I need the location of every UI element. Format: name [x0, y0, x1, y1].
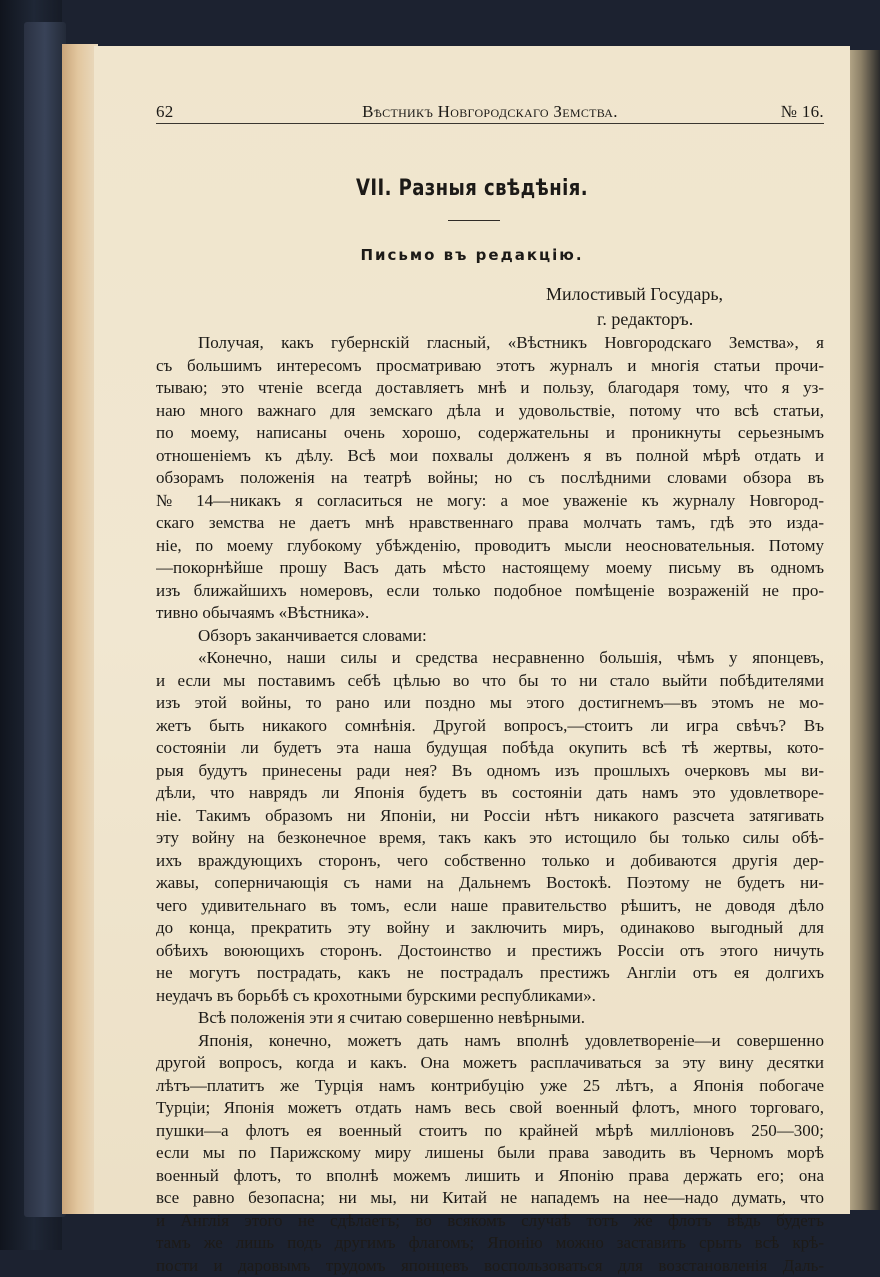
text-line: и Англія этого не сдѣлаетъ; во всякомъ случаѣ тотъ же флотъ вѣдь будетъ — [156, 1210, 824, 1233]
text-line: № 14—никакъ я согласиться не могу: а мое уваженіе къ журналу Новгород- — [156, 490, 824, 513]
text-line: пушки—а флотъ ея военный стоитъ по крайней мѣрѣ милліоновъ 250—300; — [156, 1120, 824, 1143]
text-line: изъ этой войны, то рано или поздно мы этого достигнемъ—въ этомъ не мо- — [156, 692, 824, 715]
text-line: Турціи; Японія можетъ отдать намъ весь свой военный флотъ, много торговаго, — [156, 1097, 824, 1120]
text-line: тамъ же лишь подъ другимъ флагомъ; Японію можно заставить срыть всѣ крѣ- — [156, 1232, 824, 1255]
text-line: ихъ враждующихъ сторонъ, чего собственно только и добиваются другія дер- — [156, 850, 824, 873]
text-line: тываю; это чтеніе всегда доставляетъ мнѣ и пользу, благодаря тому, что я уз- — [156, 377, 824, 400]
text-line: наю много важнаго для земскаго дѣла и удовольствіе, потому что всѣ статьи, — [156, 400, 824, 423]
book-page — [94, 46, 850, 1214]
text-line: ніе, по моему глубокому убѣжденію, проводитъ мысли неосновательныя. Потому — [156, 535, 824, 558]
text-line: не могутъ пострадать, какъ не пострадалъ престижъ Англіи отъ ея долгихъ — [156, 962, 824, 985]
text-line: Обзоръ заканчивается словами: — [156, 625, 824, 648]
text-line: скаго земства не даетъ мнѣ нравственнаго права молчать тамъ, гдѣ это изда- — [156, 512, 824, 535]
section-divider — [448, 220, 500, 221]
text-line: состояніи ли будетъ эта наша будущая побѣда окупить всѣ тѣ жертвы, кото- — [156, 737, 824, 760]
text-line: обѣихъ воюющихъ сторонъ. Достоинство и престижъ Россіи отъ этого ничуть — [156, 940, 824, 963]
text-line: все равно безопасна; ни мы, ни Китай не нападемъ на нее—надо думать, что — [156, 1187, 824, 1210]
text-line: если мы по Парижскому миру лишены были права заводить въ Черномъ морѣ — [156, 1142, 824, 1165]
text-line: съ большимъ интересомъ просматриваю этотъ журналъ и многія статьи прочи- — [156, 355, 824, 378]
letter-title: Письмо въ редакцію. — [94, 246, 850, 264]
header-rule — [156, 123, 824, 124]
page-number: 62 — [156, 102, 174, 122]
text-line: неудачъ въ борьбѣ съ крохотными бурскими республиками». — [156, 985, 824, 1008]
text-line: другой вопросъ, когда и какъ. Она можетъ расплачиваться за эту вину десятки — [156, 1052, 824, 1075]
text-line: чего удивительнаго въ томъ, если наше правительство рѣшитъ, не доводя дѣло — [156, 895, 824, 918]
text-line: Получая, какъ губернскій гласный, «Вѣстникъ Новгородскаго Земства», я — [156, 332, 824, 355]
text-line: военный флотъ, то вполнѣ можемъ лишить и Японію права держать его; она — [156, 1165, 824, 1188]
salutation: Милостивый Государь, — [546, 284, 723, 305]
text-line: обзорамъ положенія на театрѣ войны; но съ послѣдними словами обзора въ — [156, 467, 824, 490]
text-line: «Конечно, наши силы и средства несравненно большія, чѣмъ у японцевъ, — [156, 647, 824, 670]
text-line: —покорнѣйше прошу Васъ дать мѣсто настоящему моему письму въ одномъ — [156, 557, 824, 580]
text-line: Всѣ положенія эти я считаю совершенно невѣрными. — [156, 1007, 824, 1030]
text-line: Японія, конечно, можетъ дать намъ вполнѣ удовлетвореніе—и совершенно — [156, 1030, 824, 1053]
section-title: VII. Разныя свѣдѣнія. — [162, 176, 782, 201]
text-line: эту войну на безконечное время, такъ какъ это истощило бы только силы обѣ- — [156, 827, 824, 850]
text-line: тивно обычаямъ «Вѣстника». — [156, 602, 824, 625]
book-cover-edge — [24, 22, 66, 1217]
page-gutter — [62, 44, 98, 1214]
text-line: до конца, прекратить эту войну и заключить миръ, одинаково выгодный для — [156, 917, 824, 940]
text-line: изъ ближайшихъ номеровъ, если только подобное помѣщеніе возраженій не про- — [156, 580, 824, 603]
text-line: дѣли, что наврядъ ли Японія будетъ въ состояніи дать намъ это удовлетворе- — [156, 782, 824, 805]
salutation-addressee: г. редакторъ. — [597, 309, 693, 330]
facing-page-edge — [848, 50, 880, 1210]
journal-title: Вѣстникъ Новгородскаго Земства. — [156, 102, 824, 122]
text-line: рыя будутъ принесены ради нея? Въ одномъ изъ прошлыхъ очерковъ мы ви- — [156, 760, 824, 783]
running-header — [156, 98, 824, 124]
text-line: пости и даровымъ трудомъ японцевъ воспользоваться для возстановленія Даль- — [156, 1255, 824, 1277]
text-line: ніе. Такимъ образомъ ни Японіи, ни Россіи нѣтъ никакого разсчета затягивать — [156, 805, 824, 828]
text-line: лѣтъ—платитъ же Турція намъ контрибуцію уже 25 лѣтъ, а Японія побогаче — [156, 1075, 824, 1098]
text-line: жавы, соперничающія съ нами на Дальнемъ Востокѣ. Поэтому не будетъ ни- — [156, 872, 824, 895]
letter-body — [156, 332, 824, 1277]
text-line: по моему, написаны очень хорошо, содержательны и проникнуты серьезнымъ — [156, 422, 824, 445]
issue-number: № 16. — [781, 102, 824, 122]
text-line: жетъ быть никакого сомнѣнія. Другой вопросъ,—стоитъ ли игра свѣчъ? Въ — [156, 715, 824, 738]
text-line: и если мы поставимъ себѣ цѣлью во что бы то ни стало выйти побѣдителями — [156, 670, 824, 693]
text-line: отношеніемъ къ дѣлу. Всѣ мои похвалы долженъ я въ полной мѣрѣ отдать и — [156, 445, 824, 468]
